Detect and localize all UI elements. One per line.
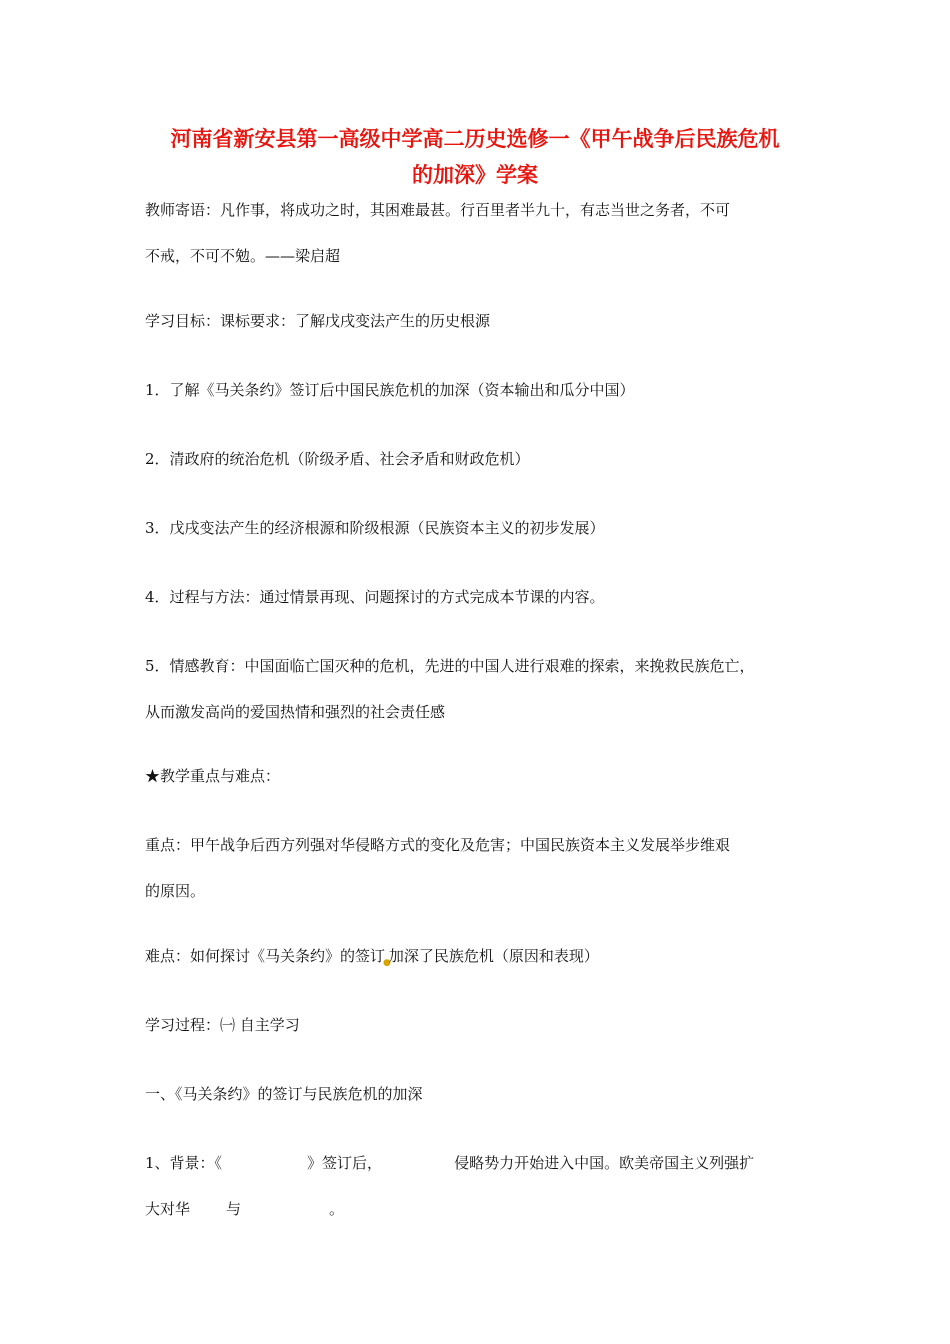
bg-text-c: 侵略势力开始进入中国。欧美帝国主义列强扩 bbox=[454, 1154, 755, 1172]
difficulty-text-a: 难点：如何探讨《马关条约》的签订 bbox=[145, 947, 386, 965]
difficulty-point bbox=[145, 933, 825, 986]
learning-goals-heading: 学习目标：课标要求：了解戊戌变法产生的历史根源 bbox=[145, 312, 491, 330]
difficulty-text-b: 加深了民族危机（原因和表现） bbox=[388, 947, 599, 965]
title-line-1: 河南省新安县第一高级中学高二历史选修一《甲午战争后民族危机 bbox=[170, 127, 780, 151]
goal-item-3: 3．戊戌变法产生的经济根源和阶级根源（民族资本主义的初步发展） bbox=[145, 519, 605, 537]
motto-line-1: 教师寄语：凡作事，将成功之时，其困难最甚。行百里者半九十，有志当世之务者，不可 bbox=[145, 201, 731, 219]
goal-5-line-2: 从而激发高尚的爱国热情和强烈的社会责任感 bbox=[145, 703, 446, 721]
key-point-line-1: 重点：甲午战争后西方列强对华侵略方式的变化及危害；中国民族资本主义发展举步维艰 bbox=[145, 836, 731, 854]
title-line-2: 的加深》学案 bbox=[412, 163, 538, 187]
bg2-text-b: 与 bbox=[226, 1200, 242, 1218]
goal-item-1: 1．了解《马关条约》签订后中国民族危机的加深（资本输出和瓜分中国） bbox=[145, 381, 635, 399]
goal-item-5 bbox=[145, 643, 825, 735]
document-title bbox=[100, 121, 850, 193]
bg-text-b: 》签订后， bbox=[307, 1154, 383, 1172]
learning-process-heading: 学习过程：㈠ 自主学习 bbox=[145, 1016, 300, 1034]
bg2-text-a: 大对华 bbox=[145, 1200, 191, 1218]
goal-5-line-1: 5．情感教育：中国面临亡国灭种的危机，先进的中国人进行艰难的探索，来挽救民族危亡， bbox=[145, 657, 755, 675]
teacher-motto bbox=[145, 187, 825, 279]
goal-item-2: 2．清政府的统治危机（阶级矛盾、社会矛盾和财政危机） bbox=[145, 450, 530, 468]
bg-text-a: 1、背景：《 bbox=[145, 1154, 223, 1172]
goal-item-4: 4．过程与方法：通过情景再现、问题探讨的方式完成本节课的内容。 bbox=[145, 588, 605, 606]
background-line-2 bbox=[145, 1186, 825, 1232]
bg2-text-c: 。 bbox=[329, 1200, 345, 1218]
background-line-1 bbox=[145, 1140, 825, 1186]
motto-line-2: 不戒，不可不勉。——梁启超 bbox=[145, 247, 341, 265]
dot-mark: ● bbox=[383, 958, 391, 968]
section-1-heading: 一、《马关条约》的签订与民族危机的加深 bbox=[145, 1085, 423, 1103]
key-point-line-2: 的原因。 bbox=[145, 882, 206, 900]
background-question bbox=[145, 1140, 825, 1232]
key-point bbox=[145, 822, 825, 914]
focus-heading: ★教学重点与难点： bbox=[145, 767, 281, 785]
